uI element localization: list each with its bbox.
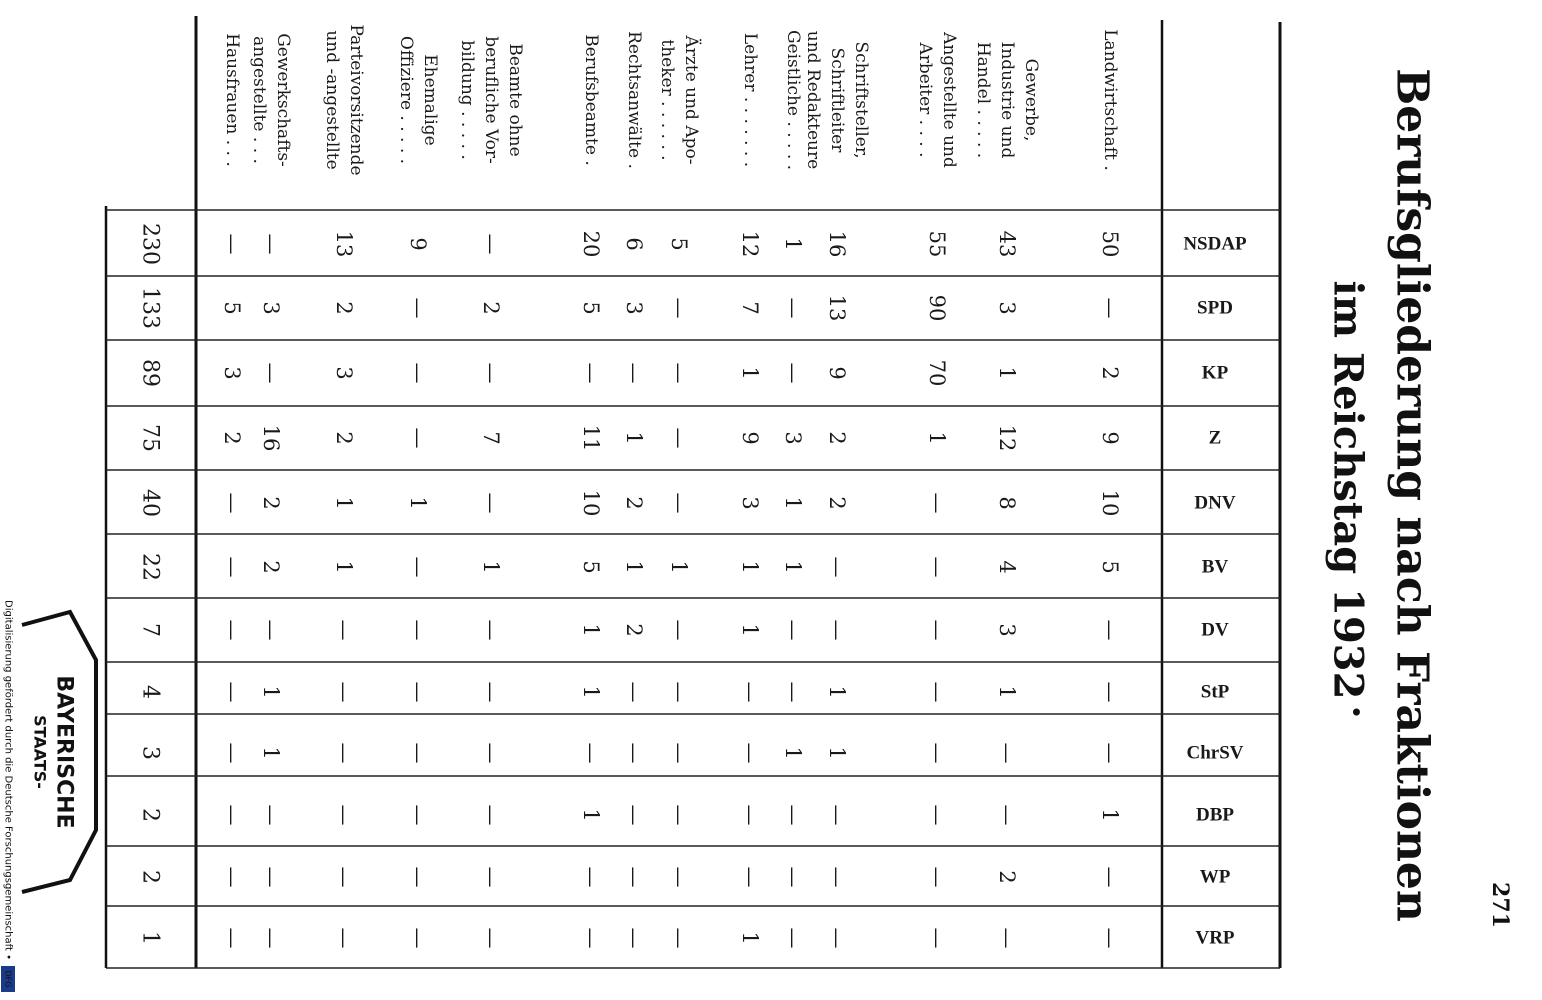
table-cell: 3 (259, 301, 283, 315)
occupation-label: Ärzte und Apo- (681, 35, 701, 165)
table-cell: — (667, 297, 691, 319)
table-cell: — (479, 619, 503, 641)
table-cell: 2 (259, 560, 283, 574)
total-cell: 89 (137, 359, 163, 387)
party-header: DV (1201, 619, 1229, 641)
table-cell: — (667, 927, 691, 949)
table-cell: 1 (259, 746, 283, 760)
table-cell: — (781, 362, 805, 384)
table-cell: — (1098, 297, 1122, 319)
table-cell: — (925, 866, 949, 888)
library-stamp-text-2: STAATS- (30, 715, 50, 789)
table-cell: — (667, 681, 691, 703)
occupation-label: angestellte . . . (249, 36, 269, 164)
library-stamp-text: BAYERISCHE (51, 675, 77, 829)
table-cell: — (220, 233, 244, 255)
table-cell: 1 (738, 623, 762, 637)
occupation-label: bildung . . . . . (457, 40, 477, 160)
table-cell: — (479, 362, 503, 384)
occupation-label: Geistliche . . . . . (783, 29, 803, 171)
occupation-label: Handel . . . . . (973, 41, 993, 159)
occupation-label: Hausfrauen . . . (222, 33, 242, 167)
table-cell: — (332, 742, 356, 764)
table-cell: — (332, 927, 356, 949)
table-cell: — (220, 492, 244, 514)
total-cell: 75 (137, 424, 163, 452)
table-cell: — (925, 927, 949, 949)
table-cell: 2 (332, 301, 356, 315)
table-cell: — (825, 804, 849, 826)
party-header: ChrSV (1186, 742, 1244, 764)
table-cell: — (259, 866, 283, 888)
occupation-label: Ehemalige (420, 54, 440, 146)
occupation-labels (222, 24, 1120, 175)
table-cell: — (781, 297, 805, 319)
table-cell: — (220, 681, 244, 703)
page-subtitle: im Reichstag 1932 (1324, 280, 1372, 700)
table-cell: — (667, 742, 691, 764)
table-cells (220, 231, 1122, 949)
occupation-label: Parteivorsitzende (346, 24, 366, 176)
table-cell: 1 (781, 496, 805, 510)
table-cell: 90 (925, 294, 949, 322)
table-cell: 1 (579, 623, 603, 637)
table-cell: 12 (995, 424, 1019, 452)
table-cell: 7 (738, 301, 762, 315)
table-cell: 1 (667, 560, 691, 574)
table-cell: 8 (995, 496, 1019, 510)
table-cell: — (332, 619, 356, 641)
table-cell: — (825, 619, 849, 641)
table-cell: 43 (995, 230, 1019, 258)
table-cell: 4 (995, 560, 1019, 574)
table-cell: — (406, 619, 430, 641)
table-cell: — (479, 492, 503, 514)
party-header: DNV (1194, 492, 1236, 514)
table-cell: — (925, 619, 949, 641)
table-cell: — (622, 927, 646, 949)
table-cell: — (406, 681, 430, 703)
occupation-label: Berufsbeamte . (581, 34, 601, 166)
table-cell: 2 (220, 431, 244, 445)
table-cell: 1 (579, 808, 603, 822)
table-cell: 5 (1098, 560, 1122, 574)
table-cell: 11 (579, 424, 603, 452)
table-cell: — (579, 742, 603, 764)
table-cell: 1 (738, 931, 762, 945)
table-cell: — (406, 742, 430, 764)
table-cell: — (259, 804, 283, 826)
table-cell: 3 (622, 301, 646, 315)
dfg-logo-text: DFG (3, 970, 13, 988)
table-cell: 50 (1098, 230, 1122, 258)
table-cell: 1 (332, 496, 356, 510)
occupation-label: Offiziere . . . . . (396, 35, 416, 165)
table-cell: 2 (622, 623, 646, 637)
total-cell: 3 (137, 746, 163, 760)
party-header: DBP (1196, 804, 1234, 826)
table-cell: — (995, 742, 1019, 764)
table-cell: — (406, 866, 430, 888)
table-cell: 1 (622, 560, 646, 574)
table-cell: 1 (781, 560, 805, 574)
table-cell: 5 (579, 301, 603, 315)
table-cell: 1 (825, 746, 849, 760)
table-cell: 10 (1098, 489, 1122, 517)
table-cell: 3 (995, 301, 1019, 315)
table-cell: — (479, 742, 503, 764)
table-cell: 1 (995, 366, 1019, 380)
table-cell: 7 (479, 431, 503, 445)
table-cell: 55 (925, 230, 949, 258)
table-cell: — (1098, 866, 1122, 888)
table-cell: 3 (332, 366, 356, 380)
total-cell: 230 (137, 223, 163, 265)
party-header: KP (1201, 362, 1229, 384)
table-cell: — (406, 297, 430, 319)
table-cell: 1 (259, 685, 283, 699)
party-header: StP (1200, 681, 1230, 703)
title-dot: • (1344, 705, 1368, 719)
occupation-label: Lehrer . . . . . . . (740, 32, 760, 168)
table-cell: — (332, 681, 356, 703)
table-cell: — (406, 556, 430, 578)
occupation-label: Gewerkschafts- (273, 33, 293, 167)
table-cell: 3 (995, 623, 1019, 637)
table-cell: 16 (259, 424, 283, 452)
table-cell: 13 (825, 294, 849, 322)
table-cell: 1 (738, 560, 762, 574)
occupation-label: Arbeiter . . . . (915, 42, 935, 158)
occupation-label: Rechtsanwälte . (624, 31, 644, 169)
page-number: 271 (1487, 882, 1513, 928)
table-cell: 3 (738, 496, 762, 510)
table-cell: 1 (738, 366, 762, 380)
party-header: BV (1201, 556, 1229, 578)
table-cell: — (406, 804, 430, 826)
table-cell: — (995, 927, 1019, 949)
page-title: Berufsgliederung nach Fraktionen (1386, 68, 1438, 922)
table-cell: 2 (259, 496, 283, 510)
table-cell: — (479, 804, 503, 826)
table-cell: — (738, 804, 762, 826)
table-cell: — (995, 804, 1019, 826)
totals-row (138, 223, 163, 945)
occupation-label: und Redakteure (803, 30, 823, 170)
table-cell: 6 (622, 237, 646, 251)
table-cell: — (738, 866, 762, 888)
table-cell: — (259, 927, 283, 949)
table-cell: 16 (825, 230, 849, 258)
occupation-label: Landwirtschaft . (1100, 29, 1120, 171)
table-cell: 2 (479, 301, 503, 315)
table-cell: 9 (738, 431, 762, 445)
table-cell: 3 (220, 366, 244, 380)
table-cell: — (406, 927, 430, 949)
occupation-label: theker . . . . . . (657, 39, 677, 161)
total-cell: 133 (137, 287, 163, 329)
table-cell: 5 (220, 301, 244, 315)
table-cell: — (781, 619, 805, 641)
table-cell: — (622, 742, 646, 764)
table-cell: — (220, 742, 244, 764)
table-cell: 9 (1098, 431, 1122, 445)
table-cell: 9 (406, 237, 430, 251)
table-cell: — (667, 804, 691, 826)
table-cell: 5 (579, 560, 603, 574)
table-cell: — (479, 681, 503, 703)
table-cell: — (622, 681, 646, 703)
page-heading (1325, 68, 1514, 928)
table-cell: 13 (332, 230, 356, 258)
table-cell: — (259, 362, 283, 384)
table-cell: 1 (406, 496, 430, 510)
occupation-label: Industrie und (997, 41, 1017, 159)
table-cell: — (738, 742, 762, 764)
total-cell: 1 (137, 931, 163, 945)
table-cell: — (622, 866, 646, 888)
table-cell: 2 (995, 870, 1019, 884)
table-cell: — (825, 866, 849, 888)
table-cell: 1 (479, 560, 503, 574)
table-cell: — (925, 492, 949, 514)
occupation-label: Gewerbe, (1021, 58, 1041, 142)
table-cell: — (220, 927, 244, 949)
table-cell: — (220, 866, 244, 888)
table-cell: — (406, 362, 430, 384)
table-cell: — (622, 804, 646, 826)
table-cell: — (332, 866, 356, 888)
party-header: WP (1199, 866, 1231, 888)
table-cell: — (781, 866, 805, 888)
table-cell: — (259, 233, 283, 255)
total-cell: 2 (137, 870, 163, 884)
table-cell: — (406, 427, 430, 449)
table-cell: — (825, 556, 849, 578)
total-cell: 40 (137, 489, 163, 517)
table-cell: — (1098, 927, 1122, 949)
table-cell: — (220, 556, 244, 578)
table-cell: 1 (1098, 808, 1122, 822)
table-cell: — (220, 804, 244, 826)
digitization-credit: Digitalisierung gefördert durch die Deutsche Forschungsgemeinschaft • (2, 600, 14, 960)
party-header: VRP (1195, 927, 1235, 949)
party-header: NSDAP (1183, 233, 1247, 255)
total-cell: 22 (137, 553, 163, 581)
table-cell: — (667, 619, 691, 641)
occupation-label: berufliche Vor- (481, 36, 501, 164)
occupation-label: Schriftsteller, (851, 41, 871, 159)
table-cell: — (925, 556, 949, 578)
page-marks (1, 600, 96, 992)
table-cell: 1 (332, 560, 356, 574)
table-cell: 10 (579, 489, 603, 517)
table-cell: 2 (332, 431, 356, 445)
table-cell: — (332, 804, 356, 826)
table-cell: 5 (667, 237, 691, 251)
table-cell: — (667, 362, 691, 384)
table-cell: — (667, 492, 691, 514)
table-cell: — (925, 681, 949, 703)
table-cell: 12 (738, 230, 762, 258)
table-cell: — (579, 927, 603, 949)
table-cell: — (667, 427, 691, 449)
occupation-label: Schriftleiter (827, 47, 847, 153)
table-cell: 1 (781, 746, 805, 760)
table-cell: 1 (781, 237, 805, 251)
table-cell: 1 (995, 685, 1019, 699)
table-cell: — (1098, 619, 1122, 641)
table-cell: 9 (825, 366, 849, 380)
table-cell: — (1098, 742, 1122, 764)
table-cell: 70 (925, 359, 949, 387)
table-cell: 3 (781, 431, 805, 445)
table-cell: 2 (622, 496, 646, 510)
table-cell: 2 (825, 431, 849, 445)
table-cell: 2 (825, 496, 849, 510)
table-cell: — (479, 866, 503, 888)
table-cell: — (479, 233, 503, 255)
party-header: Z (1208, 427, 1222, 449)
table-cell: 2 (1098, 366, 1122, 380)
table-cell: — (1098, 681, 1122, 703)
table-cell: — (667, 866, 691, 888)
table-cell: — (781, 804, 805, 826)
table-cell: — (579, 866, 603, 888)
table-cell: — (781, 927, 805, 949)
total-cell: 4 (137, 685, 163, 699)
table-cell: 1 (825, 685, 849, 699)
table-cell: — (738, 681, 762, 703)
table-cell: — (781, 681, 805, 703)
table-cell: 1 (579, 685, 603, 699)
table-cell: — (925, 742, 949, 764)
party-header: SPD (1197, 297, 1233, 319)
total-cell: 2 (137, 808, 163, 822)
table-cell: — (622, 362, 646, 384)
occupation-label: Beamte ohne (505, 43, 525, 157)
table-cell: — (220, 619, 244, 641)
table-cell: — (259, 619, 283, 641)
table-cell: 20 (579, 230, 603, 258)
occupation-label: Angestellte und (939, 32, 959, 168)
occupation-label: und -angestellte (322, 30, 342, 170)
table-cell: — (479, 927, 503, 949)
table-cell: — (825, 927, 849, 949)
table-cell: — (925, 804, 949, 826)
table-cell: 1 (622, 431, 646, 445)
table-cell: — (579, 362, 603, 384)
total-cell: 7 (137, 623, 163, 637)
table-cell: 1 (925, 431, 949, 445)
